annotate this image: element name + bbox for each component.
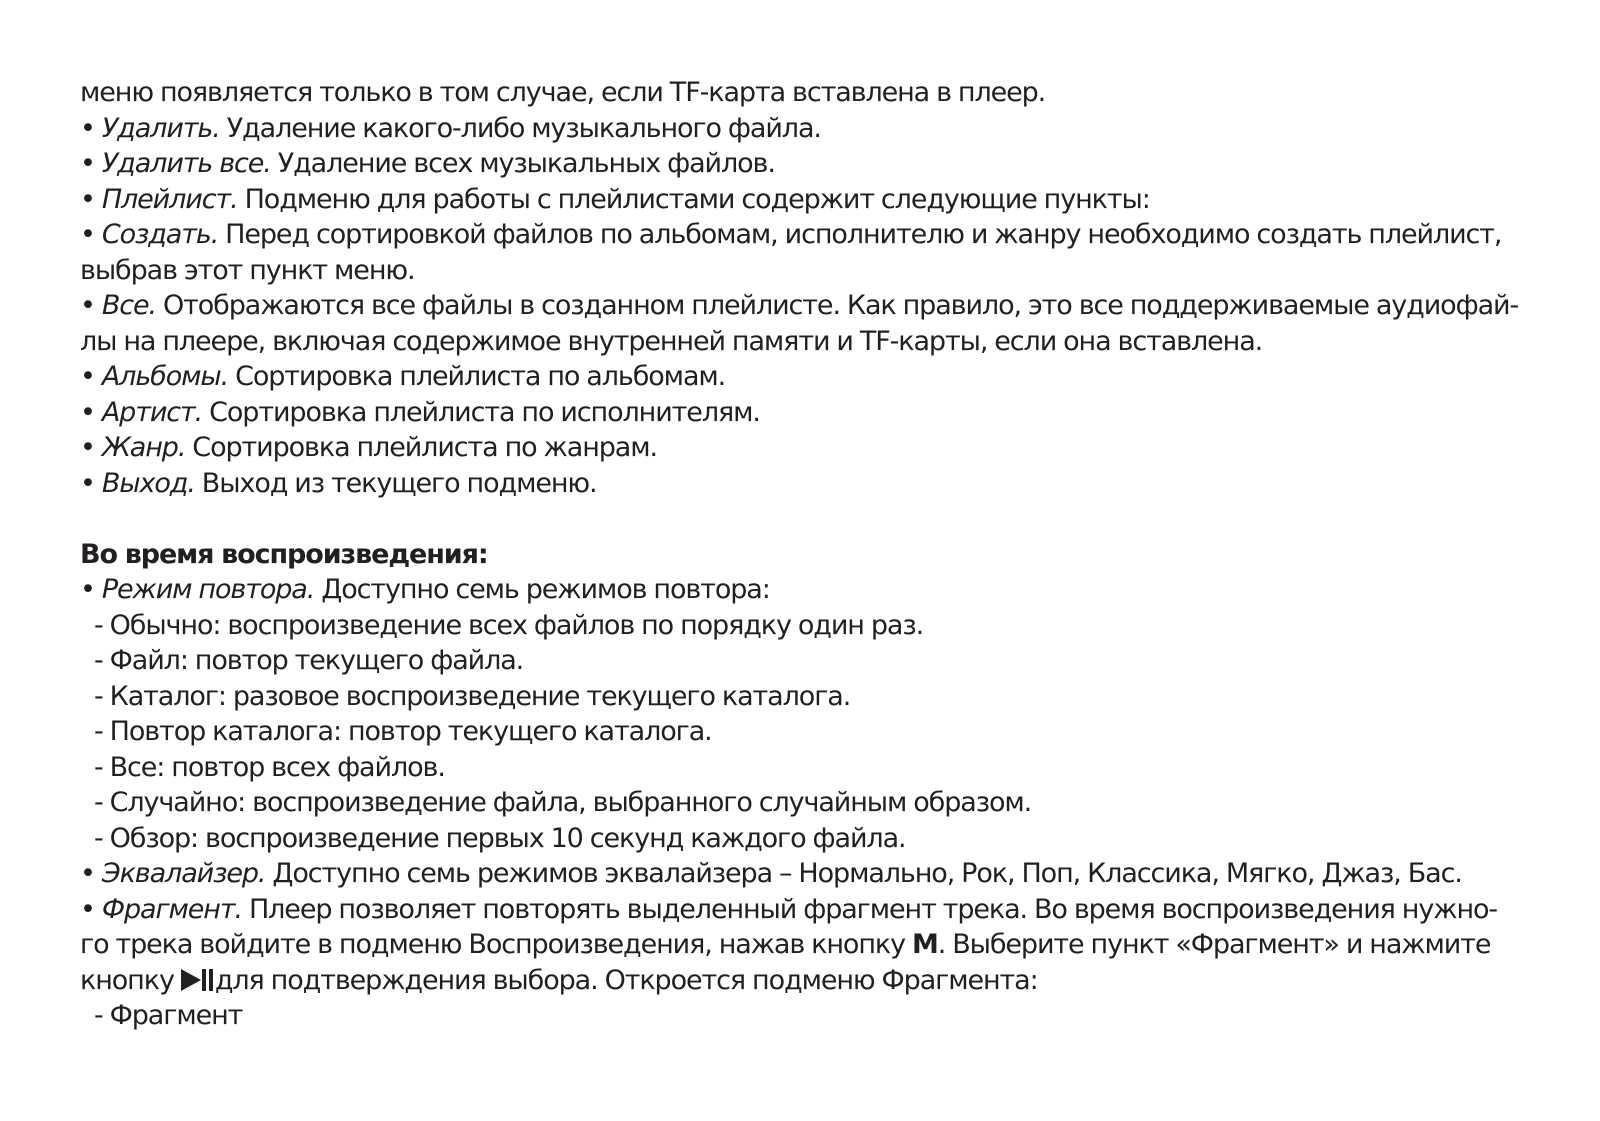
pause-bar <box>209 969 213 991</box>
list-item-delete <box>80 111 1540 147</box>
list-item-delete-all <box>80 146 1540 182</box>
item-text: Выход из текущего подменю. <box>194 467 597 499</box>
bullet: • <box>80 290 95 321</box>
repeat-mode-preview: - Обзор: воспроизведение первых 10 секунд каждого файла. <box>94 822 906 854</box>
bullet: • <box>80 893 95 925</box>
line-text: выбрав этот пункт меню. <box>80 254 415 286</box>
item-text: Перед сортировкой файлов по альбомам, исполнителю и жанру необходимо создать плейлист, <box>218 219 1502 250</box>
repeat-mode-catalog-repeat: - Повтор каталога: повтор текущего каталога. <box>94 716 712 747</box>
item-text: Отображаются все файлы в созданном плейлисте. Как правило, это все поддерживаемые аудиофай- <box>155 290 1519 321</box>
section-heading: Во время воспроизведения: <box>80 538 488 570</box>
text-line <box>80 75 1540 111</box>
bullet: • <box>80 112 95 144</box>
item-text: Удаление всех музыкальных файлов. <box>270 148 775 179</box>
fragment-submenu-item: - Фрагмент <box>94 1000 243 1031</box>
bullet: • <box>80 858 95 889</box>
manual-page <box>80 75 1540 1034</box>
item-term: Режим повтора. <box>101 574 315 605</box>
list-item-artist <box>80 395 1540 431</box>
item-term: Все. <box>101 290 156 321</box>
line-text: го трека войдите в подменю Воспроизведения, нажав кнопку <box>80 929 912 960</box>
item-term: Создать. <box>101 219 219 250</box>
line-text: кнопку <box>80 964 181 996</box>
item-text: Сортировка плейлиста по исполнителям. <box>202 396 760 428</box>
item-text: Подменю для работы с плейлистами содержит следующие пункты: <box>237 183 1150 215</box>
text-line <box>80 963 1540 999</box>
item-term: Артист. <box>101 396 203 428</box>
bullet: • <box>80 432 95 463</box>
item-term: Альбомы. <box>101 361 229 392</box>
item-term: Удалить. <box>101 112 220 144</box>
item-term: Жанр. <box>101 432 186 463</box>
spacer <box>80 501 1540 537</box>
list-item-all <box>80 288 1540 324</box>
bullet: • <box>80 396 95 428</box>
m-key-label: M <box>911 929 938 960</box>
list-item-repeat-mode <box>80 572 1540 608</box>
bullet: • <box>80 219 95 250</box>
play-pause-icon <box>181 969 213 991</box>
text-line <box>80 324 1540 360</box>
bullet: • <box>80 148 95 179</box>
item-term: Эквалайзер. <box>101 858 266 889</box>
item-text: Удаление какого-либо музыкального файла. <box>219 112 821 144</box>
item-text: Сортировка плейлиста по альбомам. <box>228 361 726 392</box>
list-item-genre <box>80 430 1540 466</box>
repeat-mode-all: - Все: повтор всех файлов. <box>94 751 445 783</box>
bullet: • <box>80 574 95 605</box>
list-item-playlist <box>80 182 1540 218</box>
item-text: Доступно семь режимов повтора: <box>314 574 770 605</box>
item-term: Выход. <box>101 467 195 499</box>
line-text: . Выберите пункт «Фрагмент» и нажмите <box>937 929 1491 960</box>
bullet: • <box>80 361 95 392</box>
line-text: лы на плеере, включая содержимое внутренней памяти и TF-карты, если она вставлена. <box>80 325 1263 357</box>
text-line <box>80 253 1540 289</box>
line-text: для подтверждения выбора. Откроется подменю Фрагмента: <box>214 964 1038 996</box>
list-item-exit <box>80 466 1540 502</box>
list-item-albums <box>80 359 1540 395</box>
list-item-fragment <box>80 892 1540 928</box>
line-text: меню появляется только в том случае, если TF-карта вставлена в плеер. <box>80 77 1046 108</box>
repeat-mode-random: - Случайно: воспроизведение файла, выбранного случайным образом. <box>94 787 1032 818</box>
pause-bar <box>202 969 206 991</box>
list-item-equalizer <box>80 856 1540 892</box>
item-term: Плейлист. <box>101 183 238 215</box>
text-line <box>80 927 1540 963</box>
item-text: Плеер позволяет повторять выделенный фрагмент трека. Во время воспроизведения нужно- <box>241 893 1498 925</box>
item-term: Удалить все. <box>101 148 271 179</box>
repeat-mode-file: - Файл: повтор текущего файла. <box>94 645 524 676</box>
repeat-mode-normal: - Обычно: воспроизведение всех файлов по порядку один раз. <box>94 609 924 641</box>
bullet: • <box>80 183 95 215</box>
bullet: • <box>80 467 95 499</box>
list-item-create <box>80 217 1540 253</box>
play-triangle <box>181 969 201 991</box>
item-text: Сортировка плейлиста по жанрам. <box>185 432 657 463</box>
item-term: Фрагмент. <box>101 893 242 925</box>
repeat-mode-catalog: - Каталог: разовое воспроизведение текущего каталога. <box>94 680 851 712</box>
item-text: Доступно семь режимов эквалайзера – Нормально, Рок, Поп, Классика, Мягко, Джаз, Бас. <box>265 858 1462 889</box>
